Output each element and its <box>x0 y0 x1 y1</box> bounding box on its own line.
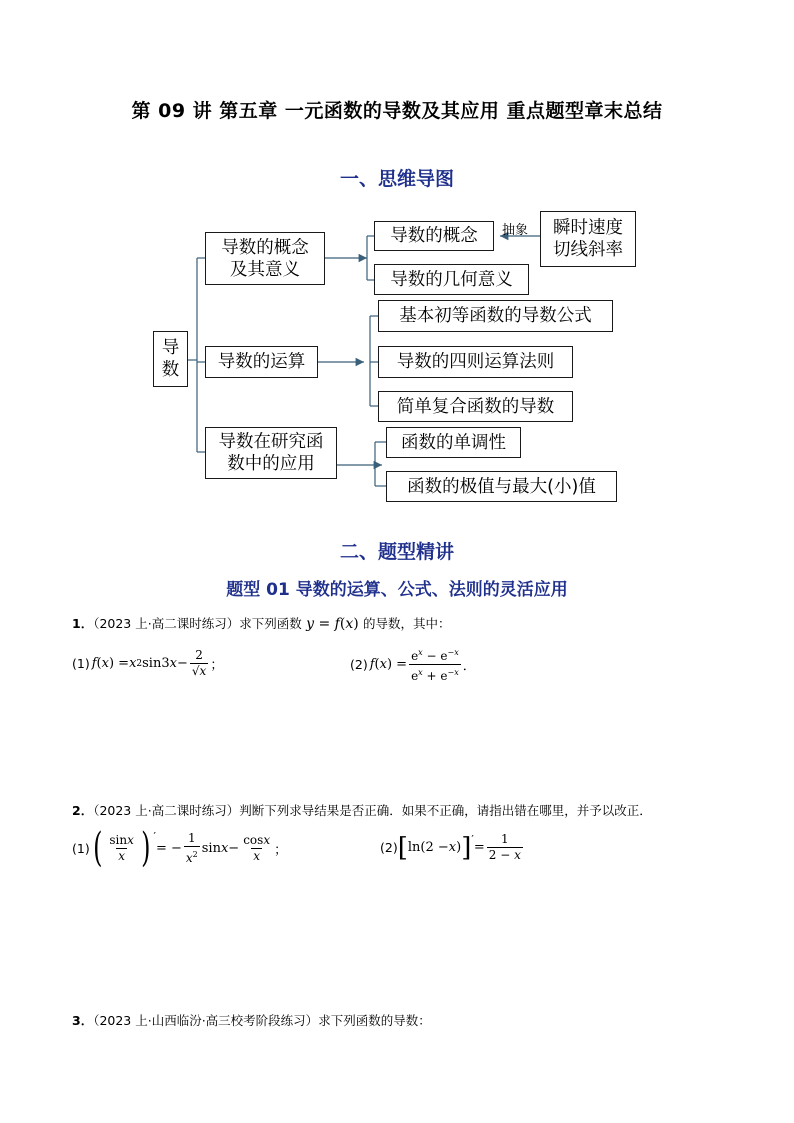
mindmap-leaf-extrema: 函数的极值与最大(小)值 <box>386 471 617 502</box>
page-title: 第 09 讲 第五章 一元函数的导数及其应用 重点题型章末总结 <box>131 100 663 122</box>
section-heading-mindmap: 一、思维导图 <box>339 168 454 190</box>
mindmap-leaf-composite: 简单复合函数的导数 <box>378 391 573 422</box>
mindmap-leaf-basic-formulas: 基本初等函数的导数公式 <box>378 300 613 332</box>
problem-type-title: 题型 01 导数的运算、公式、法则的灵活应用 <box>226 580 568 600</box>
mindmap-leaf-concept: 导数的概念 <box>374 221 494 251</box>
question-2: 2．（2023 上·高二课时练习）判断下列求导结果是否正确．如果不正确，请指出错在哪里，并予以改正． <box>72 803 652 818</box>
mindmap-branch-operations: 导数的运算 <box>205 346 318 378</box>
mindmap-root: 导 数 <box>153 331 188 387</box>
question-3: 3．（2023 上·山西临汾·高三校考阶段练习）求下列函数的导数： <box>72 1013 431 1028</box>
mindmap-branch-concept: 导数的概念 及其意义 <box>205 232 325 285</box>
mindmap-leaf-arithmetic-rules: 导数的四则运算法则 <box>378 346 573 378</box>
mindmap-leaf-geometric-meaning: 导数的几何意义 <box>374 264 529 295</box>
question-1-part-1: (1) f ( x ) = x 2 sin3 x − $\frac{2}{√x}$ ； <box>72 648 224 678</box>
question-2-part-2: (2) [ ln(2 − x ) ] ′ = $\frac{1}{2 - x}$ <box>380 832 521 863</box>
abstract-label: 抽象 <box>502 223 529 238</box>
question-1: 1．（2023 上·高二课时练习）求下列函数 y = f(x) 的导数，其中： <box>72 616 451 632</box>
question-1-part-2: (2) f ( x ) = $\frac{e^x - e^{-x}}{e^x + e^{-x}}$ ． <box>350 648 476 683</box>
section-heading-problems: 二、题型精讲 <box>339 541 454 563</box>
mindmap-source: 瞬时速度 切线斜率 <box>540 211 636 267</box>
mindmap-branch-applications: 导数在研究函 数中的应用 <box>205 427 337 479</box>
mindmap-leaf-monotonicity: 函数的单调性 <box>386 427 521 458</box>
question-2-part-1: (1) ( $\frac{\sin x}{x}$ ) ′ = − $\frac{1}{x^2}$ sin x − $\frac{\cos x}{x}$ ； <box>72 825 288 871</box>
